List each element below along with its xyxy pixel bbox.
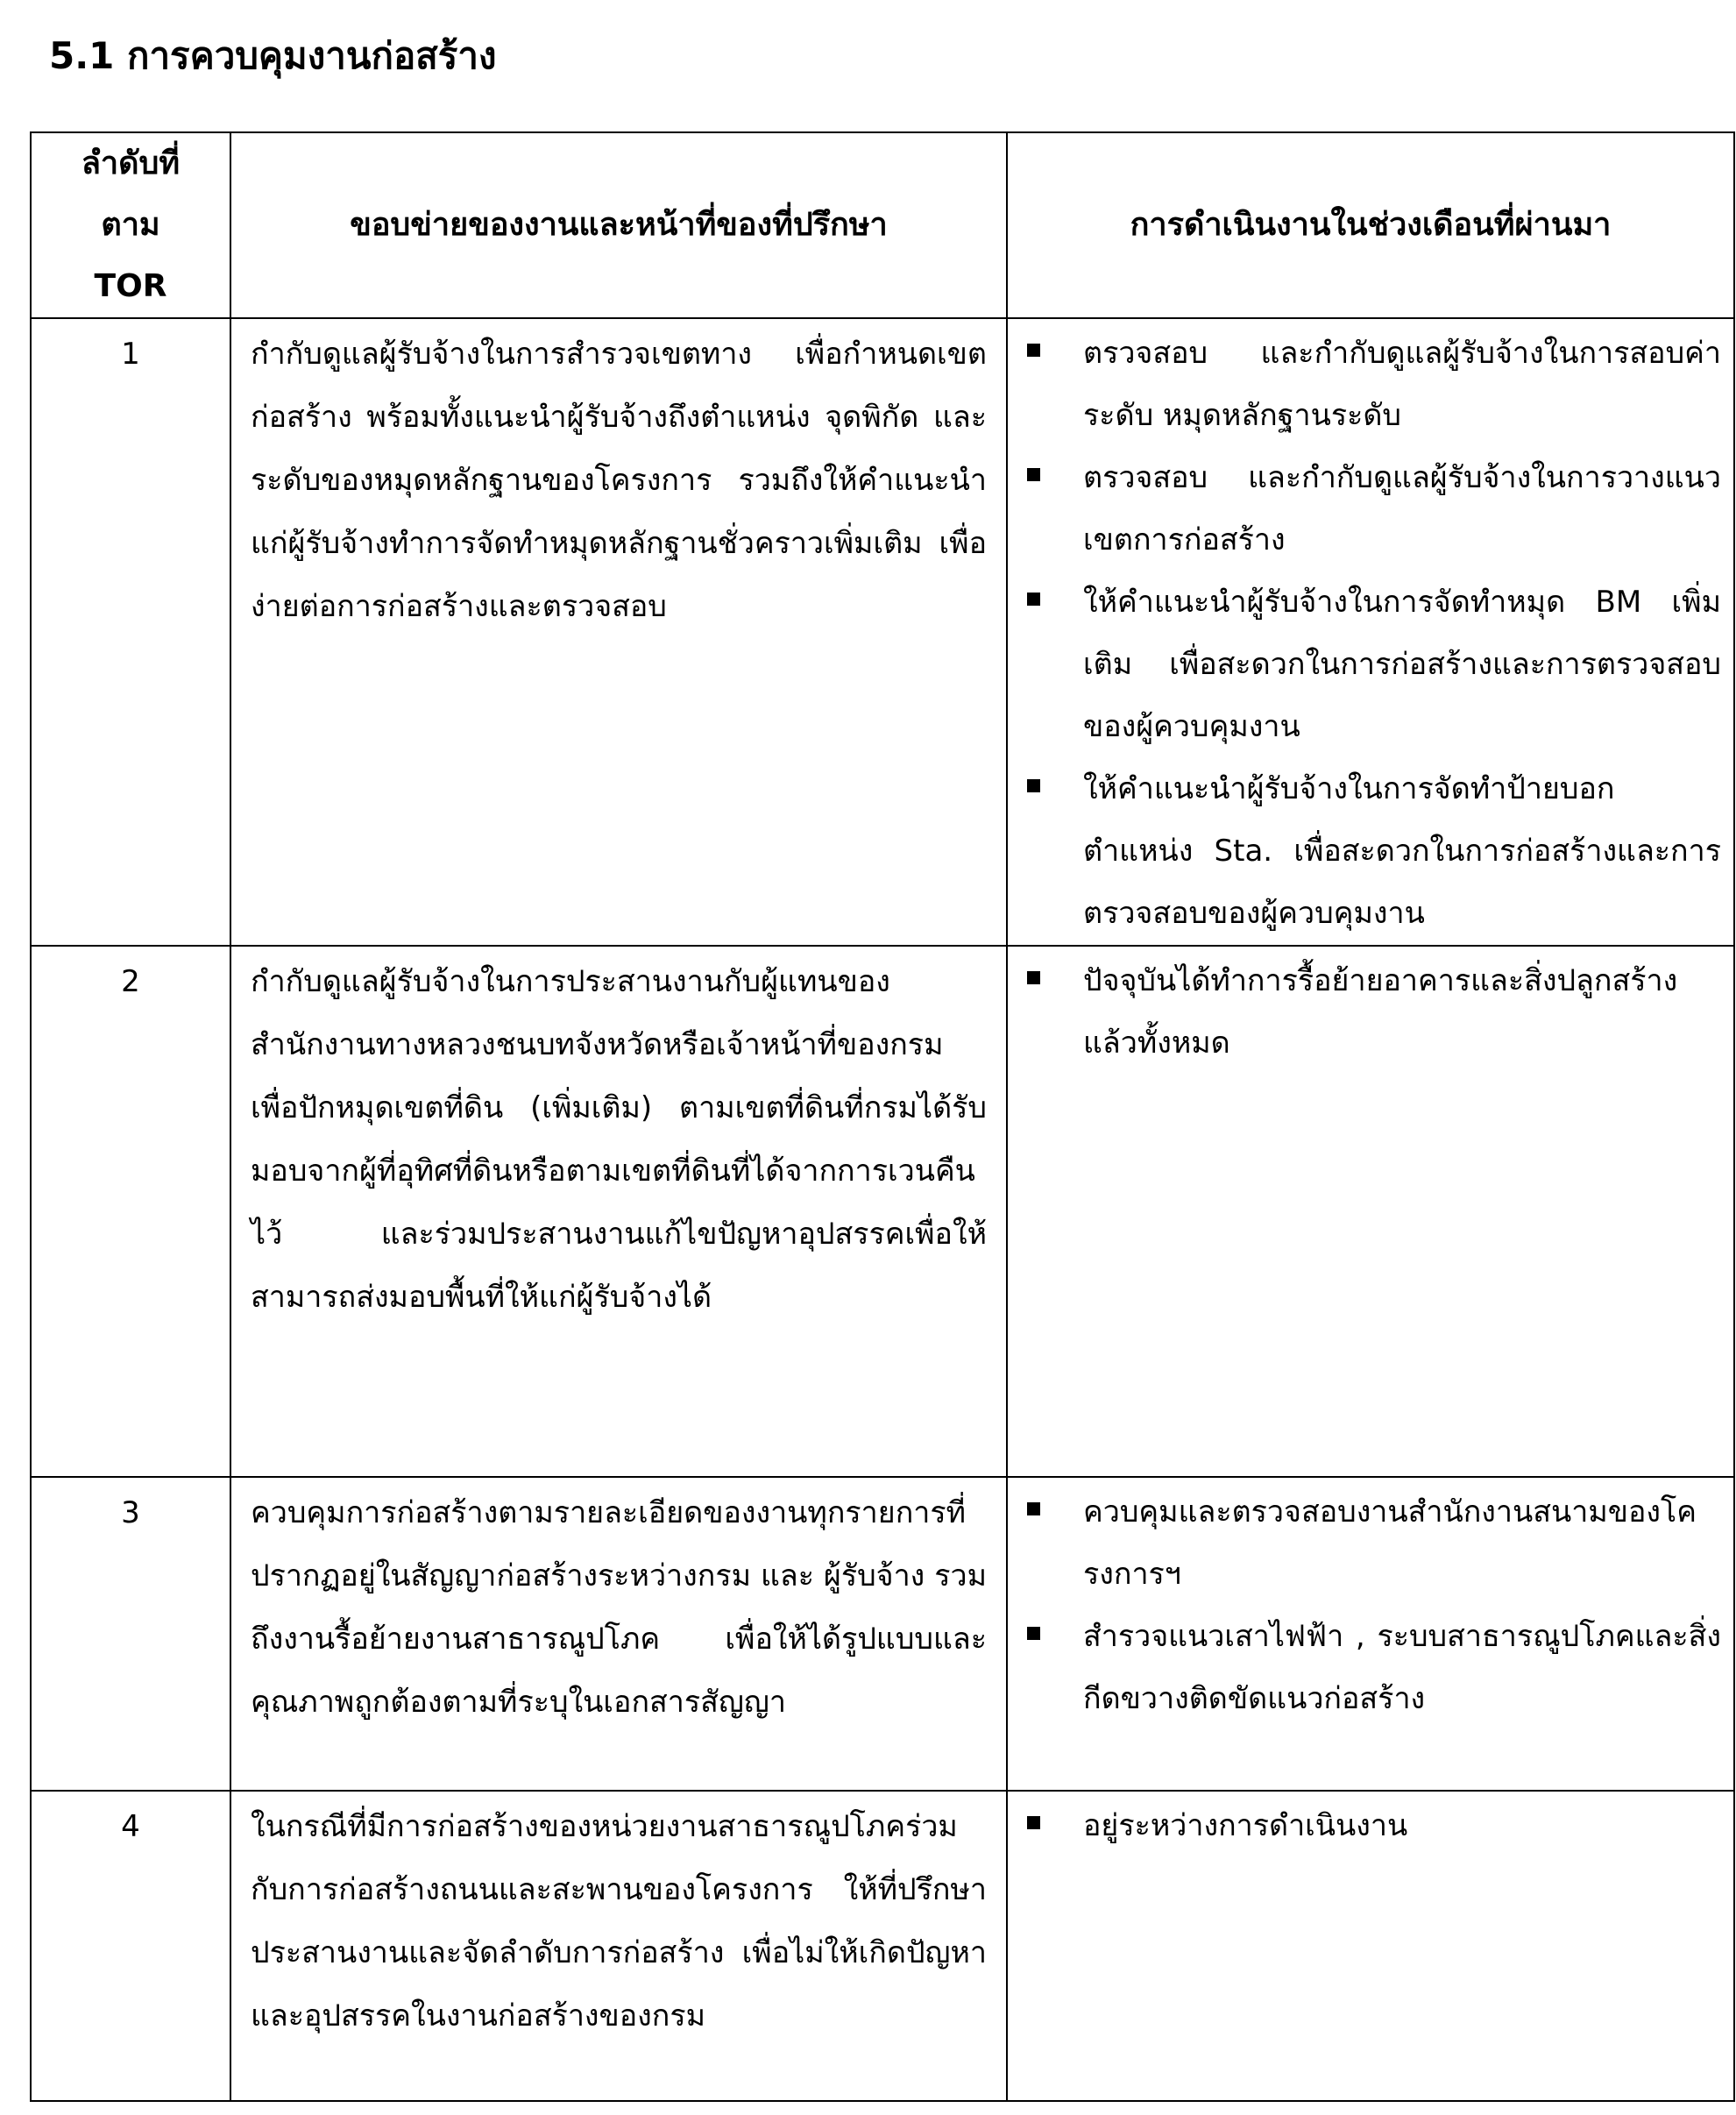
square-bullet-icon	[1027, 593, 1040, 606]
work-cell	[1007, 1791, 1734, 2101]
work-bullet-item	[1020, 1795, 1721, 1857]
row-number: 4	[31, 1791, 230, 2101]
work-cell	[1007, 1477, 1734, 1791]
work-bullet-item	[1020, 950, 1721, 1075]
work-bullet-item	[1020, 758, 1721, 945]
work-bullet-text: อยู่ระหว่างการดำเนินงาน	[1083, 1808, 1408, 1843]
work-cell	[1007, 946, 1734, 1477]
work-bullet-list	[1020, 1481, 1721, 1730]
work-bullet-item	[1020, 323, 1721, 447]
work-bullet-text: ตรวจสอบ และกำกับดูแลผู้รับจ้างในการวางแนวเขตการก่อสร้าง	[1083, 460, 1721, 557]
table-header-row	[31, 132, 1734, 318]
table-row	[31, 318, 1734, 946]
scope-text: ควบคุมการก่อสร้างตามรายละเอียดของงานทุกรายการที่ปรากฏอยู่ในสัญญาก่อสร้างระหว่างกรม และ ผู้รับจ้าง รวมถึงงานรื้อย้ายงานสาธารณูปโภค เพื่อให้ได้รูปแบบและคุณภาพถูกต้องตามที่ระบุในเอกสารสัญญา	[230, 1477, 1007, 1791]
header-tor-number-line2: ตาม	[101, 207, 160, 243]
work-bullet-text: ควบคุมและตรวจสอบงานสำนักงานสนามของโครงการฯ	[1083, 1494, 1697, 1592]
square-bullet-icon	[1027, 779, 1040, 792]
header-work-done: การดำเนินงานในช่วงเดือนที่ผ่านมา	[1007, 132, 1734, 318]
square-bullet-icon	[1027, 468, 1040, 481]
work-bullet-text: สำรวจแนวเสาไฟฟ้า , ระบบสาธารณูปโภคและสิ่งกีดขวางติดขัดแนวก่อสร้าง	[1083, 1619, 1721, 1716]
square-bullet-icon	[1027, 1627, 1040, 1640]
work-bullet-item	[1020, 571, 1721, 758]
section-title: 5.1 การควบคุมงานก่อสร้าง	[49, 34, 497, 77]
work-bullet-item	[1020, 1606, 1721, 1730]
scope-text: ในกรณีที่มีการก่อสร้างของหน่วยงานสาธารณูปโภคร่วมกับการก่อสร้างถนนและสะพานของโครงการ ให้ที่ปรึกษาประสานงานและจัดลำดับการก่อสร้าง เพื่อไม่ให้เกิดปัญหาและอุปสรรคในงานก่อสร้างของกรม	[230, 1791, 1007, 2101]
work-bullet-item	[1020, 1481, 1721, 1606]
work-bullet-text: ตรวจสอบ และกำกับดูแลผู้รับจ้างในการสอบค่าระดับ หมุดหลักฐานระดับ	[1083, 336, 1721, 433]
work-cell	[1007, 318, 1734, 946]
scope-text: กำกับดูแลผู้รับจ้างในการสำรวจเขตทาง เพื่อกำหนดเขตก่อสร้าง พร้อมทั้งแนะนำผู้รับจ้างถึงตำแหน่ง จุดพิกัด และระดับของหมุดหลักฐานของโครงการ รวมถึงให้คำแนะนำแก่ผู้รับจ้างทำการจัดทำหมุดหลักฐานชั่วคราวเพิ่มเติม เพื่อง่ายต่อการก่อสร้างและตรวจสอบ	[230, 318, 1007, 946]
work-bullet-list	[1020, 1795, 1721, 1857]
square-bullet-icon	[1027, 344, 1040, 357]
work-bullet-list	[1020, 950, 1721, 1075]
square-bullet-icon	[1027, 971, 1040, 984]
header-tor-number	[31, 132, 230, 318]
work-bullet-text: ให้คำแนะนำผู้รับจ้างในการจัดทำหมุด BM เพิ่มเติม เพื่อสะดวกในการก่อสร้างและการตรวจสอบของผู้ควบคุมงาน	[1083, 585, 1721, 744]
row-number: 1	[31, 318, 230, 946]
work-bullet-list	[1020, 323, 1721, 945]
table-row	[31, 1791, 1734, 2101]
work-bullet-text: ให้คำแนะนำผู้รับจ้างในการจัดทำป้ายบอกตำแหน่ง Sta. เพื่อสะดวกในการก่อสร้างและการตรวจสอบของผู้ควบคุมงาน	[1083, 771, 1721, 931]
square-bullet-icon	[1027, 1816, 1040, 1829]
work-bullet-text: ปัจจุบันได้ทำการรื้อย้ายอาคารและสิ่งปลูกสร้างแล้วทั้งหมด	[1083, 963, 1678, 1061]
scope-text: กำกับดูแลผู้รับจ้างในการประสานงานกับผู้แทนของสำนักงานทางหลวงชนบทจังหวัดหรือเจ้าหน้าที่ของกรม เพื่อปักหมุดเขตที่ดิน (เพิ่มเติม) ตามเขตที่ดินที่กรมได้รับมอบจากผู้ที่อุทิศที่ดินหรือตามเขตที่ดินที่ได้จากการเวนคืนไว้ และร่วมประสานงานแก้ไขปัญหาอุปสรรคเพื่อให้สามารถส่งมอบพื้นที่ให้แก่ผู้รับจ้างได้	[230, 946, 1007, 1477]
row-number: 3	[31, 1477, 230, 1791]
table-row	[31, 946, 1734, 1477]
header-tor-number-line1: ลำดับที่	[81, 145, 181, 181]
table-row	[31, 1477, 1734, 1791]
header-scope: ขอบข่ายของงานและหน้าที่ของที่ปรึกษา	[230, 132, 1007, 318]
square-bullet-icon	[1027, 1502, 1040, 1515]
row-number: 2	[31, 946, 230, 1477]
work-bullet-item	[1020, 447, 1721, 571]
construction-control-table	[30, 131, 1735, 2102]
header-tor-number-line3: TOR	[94, 268, 167, 304]
